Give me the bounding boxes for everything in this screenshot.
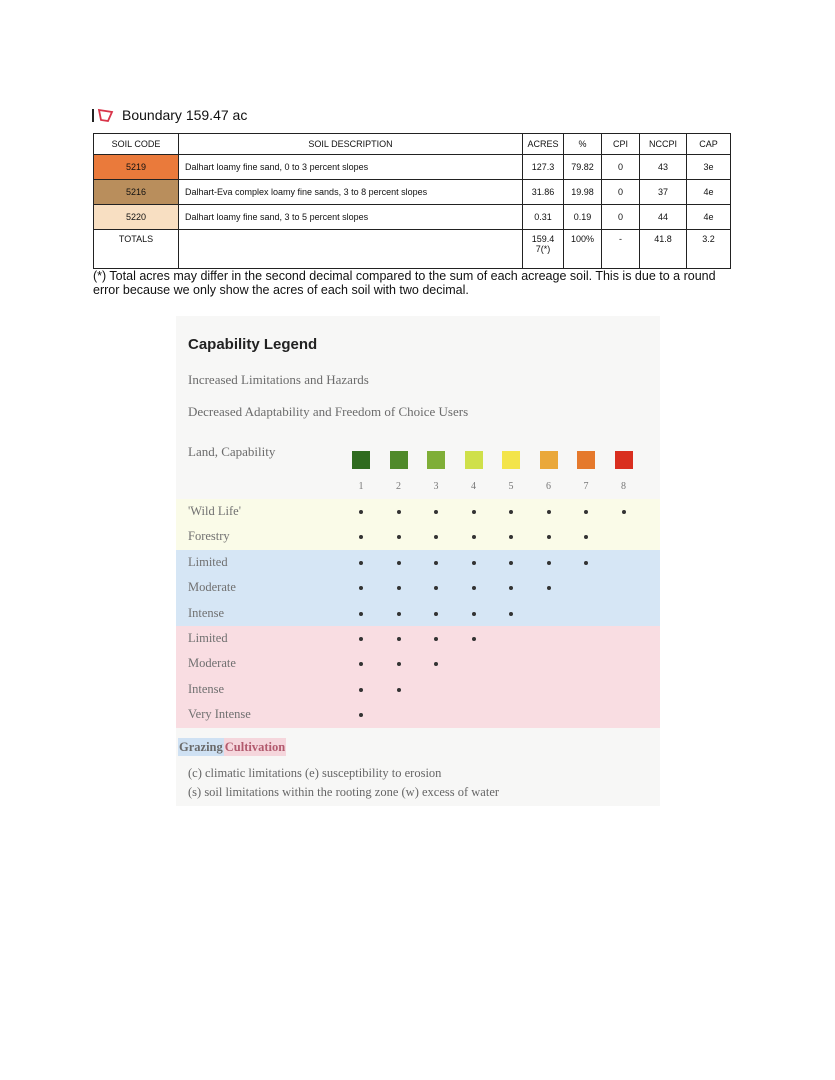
legend-adaptability-text: Decreased Adaptability and Freedom of Choice Users <box>188 404 469 419</box>
totals-nccpi: 41.8 <box>640 230 687 269</box>
cpi-cell: 0 <box>602 155 640 180</box>
capability-dot <box>434 561 438 565</box>
capability-row-label: Moderate <box>188 580 236 595</box>
capability-class-swatch <box>465 451 483 469</box>
capability-row-label: Moderate <box>188 656 236 671</box>
capability-class-number: 4 <box>471 481 476 492</box>
header-nccpi: NCCPI <box>640 134 687 155</box>
capability-class-number: 2 <box>396 481 401 492</box>
capability-dot <box>509 510 513 514</box>
legend-band-cultivation <box>176 677 660 703</box>
capability-dot <box>359 637 363 641</box>
soil-table <box>93 133 731 269</box>
soil-code-cell: 5216 <box>94 180 179 205</box>
capability-row-label: Intense <box>188 681 225 696</box>
capability-dot <box>547 535 551 539</box>
soil-description-cell: Dalhart loamy fine sand, 3 to 5 percent slopes <box>179 205 523 230</box>
capability-class-number: 1 <box>358 481 364 492</box>
table-row <box>94 155 731 180</box>
capability-dot <box>397 662 401 666</box>
legend-note-climatic: (c) climatic limitations (e) susceptibility to erosion <box>188 766 442 780</box>
capability-dot <box>359 561 363 565</box>
capability-class-number: 3 <box>433 481 439 492</box>
capability-class-swatch <box>577 451 595 469</box>
capability-class-swatch <box>615 451 633 469</box>
capability-dot <box>472 637 476 641</box>
capability-dot <box>472 510 476 514</box>
capability-dot <box>509 612 513 616</box>
capability-class-swatch <box>540 451 558 469</box>
capability-class-swatch <box>390 451 408 469</box>
capability-dot <box>472 586 476 590</box>
capability-dot <box>584 561 588 565</box>
capability-dot <box>547 510 551 514</box>
acres-cell: 31.86 <box>523 180 564 205</box>
acres-cell: 0.31 <box>523 205 564 230</box>
totals-description <box>179 230 523 269</box>
capability-class-swatch <box>352 451 370 469</box>
totals-cpi: - <box>602 230 640 269</box>
capability-class-number: 7 <box>583 481 589 492</box>
soil-code-cell: 5220 <box>94 205 179 230</box>
capability-dot <box>397 561 401 565</box>
capability-row-label: Forestry <box>188 529 230 544</box>
capability-dot <box>397 510 401 514</box>
capability-dot <box>547 561 551 565</box>
capability-class-swatch <box>427 451 445 469</box>
totals-label: TOTALS <box>94 230 179 269</box>
totals-cap: 3.2 <box>687 230 731 269</box>
cap-cell: 3e <box>687 155 731 180</box>
capability-dot <box>397 688 401 692</box>
capability-dot <box>622 510 626 514</box>
capability-dot <box>509 561 513 565</box>
header-acres: ACRES <box>523 134 564 155</box>
header-soil-description: SOIL DESCRIPTION <box>179 134 523 155</box>
capability-dot <box>584 510 588 514</box>
totals-acres: 159.4 7(*) <box>523 230 564 269</box>
legend-band-grazing <box>176 601 660 627</box>
capability-dot <box>472 612 476 616</box>
soil-code-cell: 5219 <box>94 155 179 180</box>
cap-cell: 4e <box>687 205 731 230</box>
percent-cell: 0.19 <box>564 205 602 230</box>
capability-dot <box>397 612 401 616</box>
grazing-key: Grazing <box>179 740 223 754</box>
capability-row-label: Limited <box>188 554 228 569</box>
legend-key <box>178 740 286 755</box>
capability-dot <box>434 612 438 616</box>
capability-dot <box>359 688 363 692</box>
acreage-footnote: (*) Total acres may differ in the second decimal compared to the sum of each acreage soil. This is due to a round error because we only show the acres of each soil with two decimal. <box>93 269 716 297</box>
capability-dot <box>397 535 401 539</box>
cap-cell: 4e <box>687 180 731 205</box>
nccpi-cell: 43 <box>640 155 687 180</box>
legend-band-cultivation <box>176 651 660 677</box>
capability-dot <box>547 586 551 590</box>
capability-class-number: 8 <box>621 481 626 492</box>
capability-row-label: Limited <box>188 631 228 645</box>
header-cap: CAP <box>687 134 731 155</box>
capability-dot <box>434 637 438 641</box>
percent-cell: 19.98 <box>564 180 602 205</box>
capability-dot <box>397 586 401 590</box>
cultivation-key: Cultivation <box>224 740 286 754</box>
header-cpi: CPI <box>602 134 640 155</box>
legend-band-grazing <box>176 575 660 601</box>
capability-dot <box>359 510 363 514</box>
capability-row-label: 'Wild Life' <box>188 504 241 518</box>
legend-land-capability-text: Land, Capability <box>188 444 276 459</box>
legend-note-soil: (s) soil limitations within the rooting zone (w) excess of water <box>188 785 500 799</box>
capability-dot <box>434 510 438 514</box>
header-soil-code: SOIL CODE <box>94 134 179 155</box>
capability-class-number: 5 <box>508 481 514 492</box>
capability-dot <box>359 612 363 616</box>
header-percent: % <box>564 134 602 155</box>
boundary-polygon-icon <box>97 108 114 123</box>
capability-class-swatch <box>502 451 520 469</box>
boundary-label: Boundary 159.47 ac <box>122 107 248 123</box>
soil-description-cell: Dalhart loamy fine sand, 0 to 3 percent slopes <box>179 155 523 180</box>
percent-cell: 79.82 <box>564 155 602 180</box>
boundary-divider <box>92 109 94 122</box>
soil-description-cell: Dalhart-Eva complex loamy fine sands, 3 to 8 percent slopes <box>179 180 523 205</box>
cpi-cell: 0 <box>602 205 640 230</box>
capability-class-number: 6 <box>546 481 551 492</box>
soil-table-header <box>94 134 731 155</box>
capability-row-label: Very Intense <box>188 707 251 722</box>
nccpi-cell: 44 <box>640 205 687 230</box>
capability-dot <box>397 637 401 641</box>
capability-row-label: Intense <box>188 605 225 620</box>
nccpi-cell: 37 <box>640 180 687 205</box>
capability-dot <box>472 535 476 539</box>
legend-limitations-text: Increased Limitations and Hazards <box>188 372 369 387</box>
boundary-header <box>92 105 247 125</box>
totals-percent: 100% <box>564 230 602 269</box>
capability-legend <box>176 316 660 806</box>
table-row <box>94 180 731 205</box>
totals-row <box>94 230 731 269</box>
legend-title: Capability Legend <box>188 336 318 353</box>
legend-band-cultivation <box>176 626 660 652</box>
acres-cell: 127.3 <box>523 155 564 180</box>
table-row <box>94 205 731 230</box>
cpi-cell: 0 <box>602 180 640 205</box>
capability-dot <box>472 561 476 565</box>
